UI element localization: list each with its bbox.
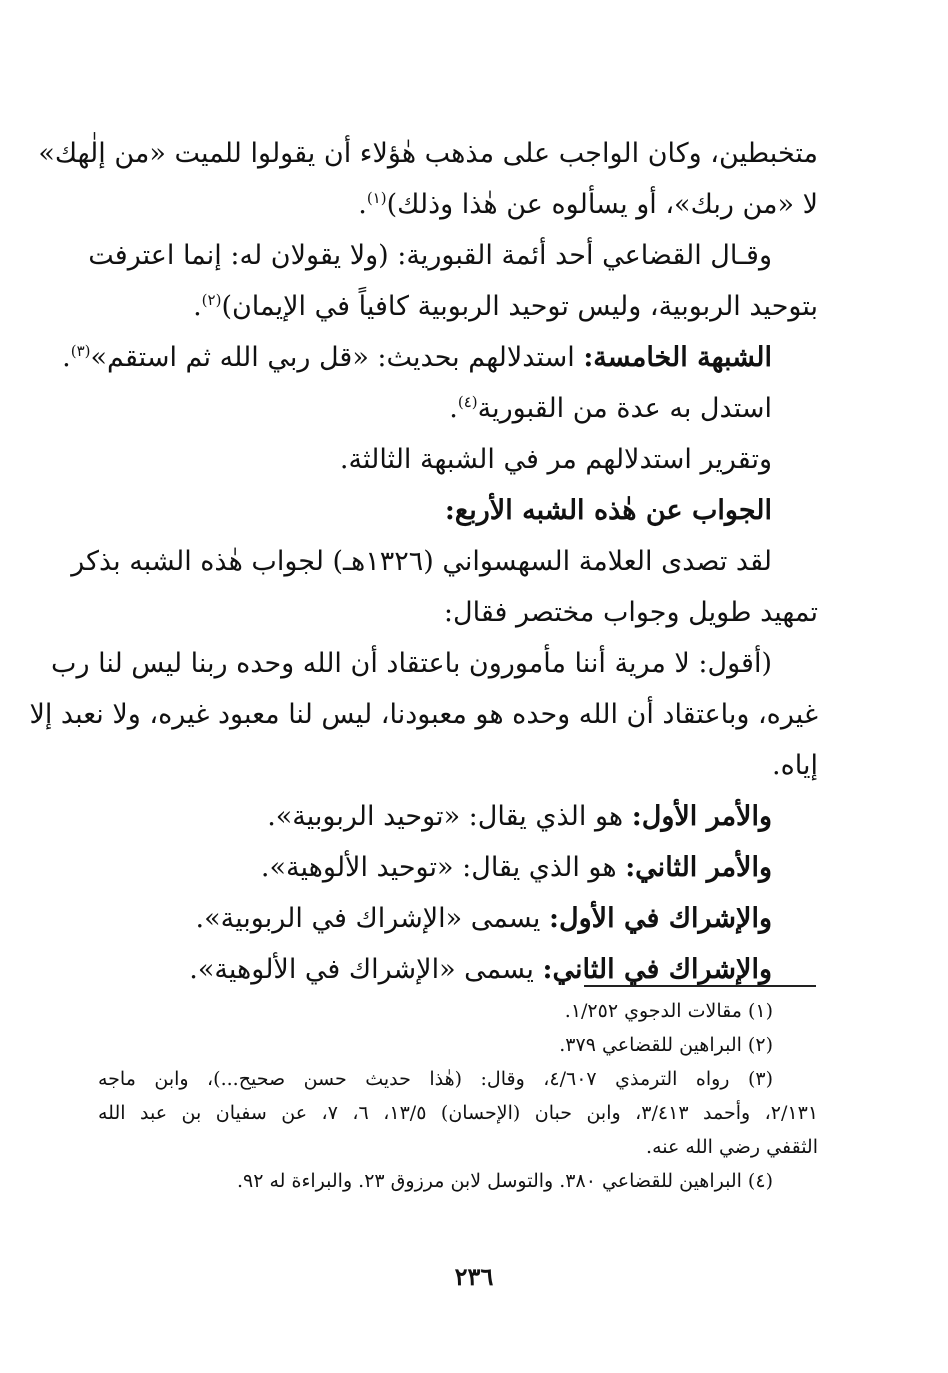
text-line: (أقول: لا مرية أننا مأمورون باعتقاد أن الله وحده ربنا ليس لنا رب [51,648,772,679]
text-line: والأمر الثاني: هو الذي يقال: «توحيد الألوهية». [260,852,772,883]
text-line: الشبهة الخامسة: استدلالهم بحديث: «قل ربي الله ثم استقم»$^{(٣)}$. [62,342,772,373]
term-label: والإشراك في الأول: [549,903,772,934]
section-heading: الشبهة الخامسة: [583,342,772,373]
text-line: وتقرير استدلالهم مر في الشبهة الثالثة. [339,444,772,475]
text-line: لقد تصدى العلامة السهسواني (١٣٢٦هـ) لجواب هٰذه الشبه بذكر [71,546,772,577]
text-line: إياه. [772,750,818,781]
page-number: ٢٣٦ [454,1262,494,1291]
text-line: لا «من ربك»، أو يسألوه عن هٰذا وذلك)$^{(١)}$. [358,189,818,220]
footnote: (٢) البراهين للقضاعي ٣٧٩. [559,1034,773,1056]
footnote-continuation: ٢/١٣١، وأحمد ٣/٤١٣، وابن حبان (الإحسان) ١٣/٥، ٦، ٧، عن سفيان بن عبد الله [98,1102,819,1124]
footnote-separator [584,985,816,987]
footnote: (٣) رواه الترمذي ٤/٦٠٧، وقال: (هٰذا حديث حسن صحيح...)، وابن ماجه [98,1068,773,1090]
text-line: استدل به عدة من القبورية$^{(٤)}$. [449,393,772,424]
section-heading: الجواب عن هٰذه الشبه الأربع: [444,495,772,526]
footnote: (١) مقالات الدجوي ١/٢٥٢. [564,1000,773,1022]
text-line: تمهيد طويل وجواب مختصر فقال: [443,597,818,628]
footnotes [98,994,818,1198]
footnote-reference: (١) [366,189,387,207]
footnote-continuation: الثقفي رضي الله عنه. [646,1136,818,1158]
text-line: متخبطين، وكان الواجب على مذهب هٰؤلاء أن يقولوا للميت «من إلٰهك» [38,138,818,169]
text-line [100,485,818,536]
footnote-reference: (٣) [70,342,91,360]
footnote-reference: (٢) [201,291,222,309]
main-text [29,128,818,995]
text-line: والإشراك في الأول: يسمى «الإشراك في الربوبية». [195,903,772,934]
text-line: غيره، وباعتقاد أن الله وحده هو معبودنا، ليس لنا معبود غيره، ولا نعبد إلا [29,699,818,730]
text-line: بتوحيد الربوبية، وليس توحيد الربوبية كافياً في الإيمان)$^{(٢)}$. [193,291,818,322]
text-line: وقـال القضاعي أحد أئمة القبورية: (ولا يقولان له: إنما اعترفت [88,240,772,271]
text-line: والإشراك في الثاني: يسمى «الإشراك في الألوهية». [189,954,772,985]
footnote-reference: (٤) [457,393,478,411]
term-label: والأمر الثاني: [625,852,772,883]
footnote: (٤) البراهين للقضاعي ٣٨٠. والتوسل لابن مرزوق ٢٣. والبراءة له ٩٢. [236,1170,773,1192]
term-label: والإشراك في الثاني: [542,954,772,985]
text-line: والأمر الأول: هو الذي يقال: «توحيد الربوبية». [267,801,772,832]
term-label: والأمر الأول: [631,801,772,832]
